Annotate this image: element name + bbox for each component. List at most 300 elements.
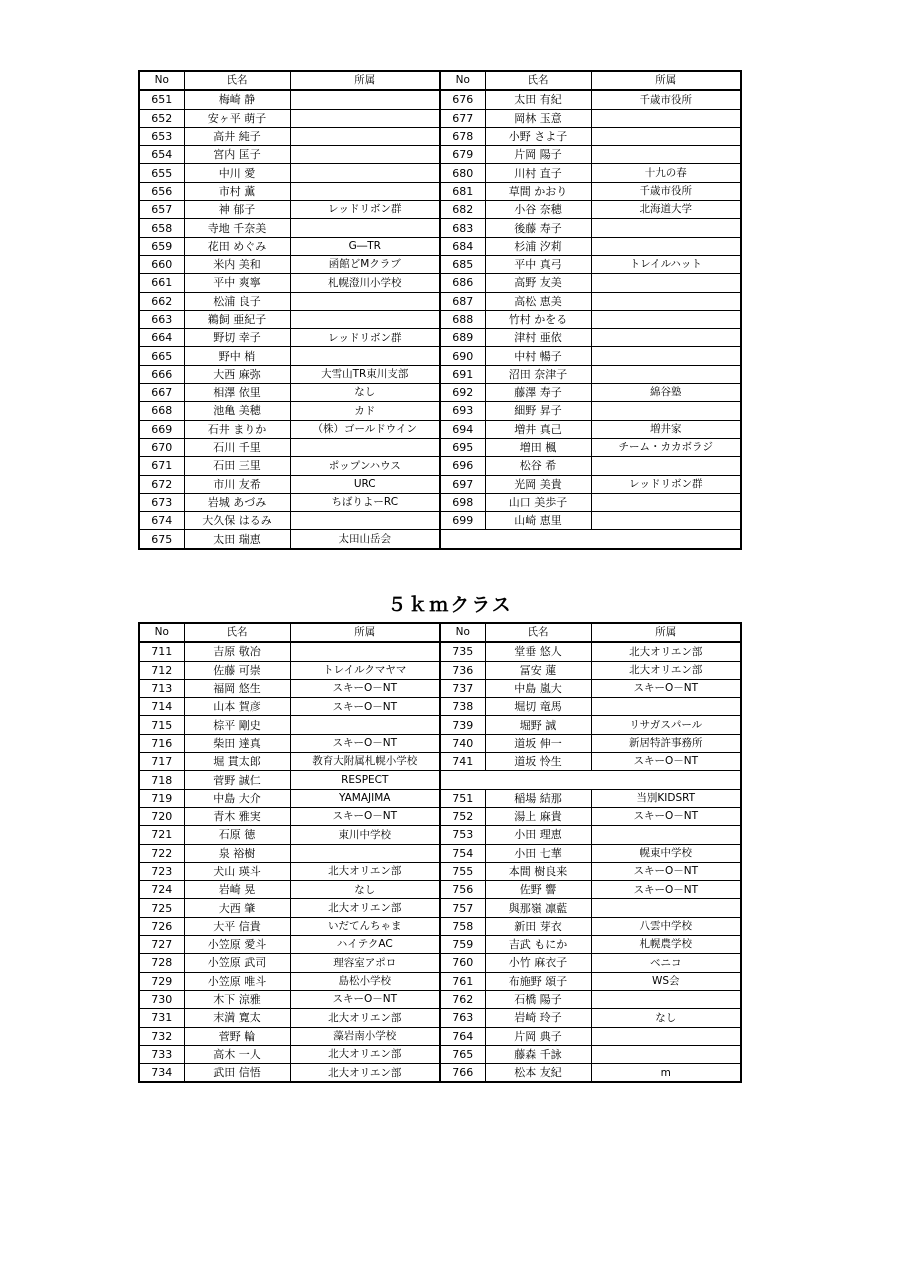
cell-no: 724 [139, 881, 184, 899]
cell-no: 717 [139, 753, 184, 771]
cell-name: 山本 賀彦 [184, 698, 290, 716]
cell-affiliation: 北大オリエン部 [290, 1009, 440, 1027]
cell-no: 733 [139, 1045, 184, 1063]
cell-name: 大西 肇 [184, 899, 290, 917]
cell-name: 太田 瑞恵 [184, 530, 290, 549]
cell-no: 741 [440, 753, 485, 771]
table-row [139, 826, 741, 844]
cell-name: 市村 薫 [184, 182, 290, 200]
cell-affiliation [591, 127, 741, 145]
cell-no: 763 [440, 1009, 485, 1027]
cell-no: 689 [440, 329, 485, 347]
cell-name: 鵜飼 亜紀子 [184, 310, 290, 328]
cell-affiliation: 函館どMクラブ [290, 255, 440, 273]
cell-name: 本間 樹良来 [485, 862, 591, 880]
cell-name: 小笠原 唯斗 [184, 972, 290, 990]
cell-name: 新田 芽衣 [485, 917, 591, 935]
table-row [139, 1045, 741, 1063]
cell-affiliation: スキーO－NT [290, 698, 440, 716]
cell-affiliation: レッドリボン群 [290, 201, 440, 219]
cell-no: 713 [139, 679, 184, 697]
table-row [139, 679, 741, 697]
cell-no: 687 [440, 292, 485, 310]
cell-affiliation: なし [591, 1009, 741, 1027]
cell-no: 735 [440, 642, 485, 661]
table-header-row [139, 623, 741, 642]
cell-affiliation: URC [290, 475, 440, 493]
cell-name: 小田 七華 [485, 844, 591, 862]
cell-affiliation: 北大オリエン部 [290, 862, 440, 880]
table-row [139, 954, 741, 972]
cell-no [440, 530, 741, 549]
cell-no: 668 [139, 402, 184, 420]
cell-no: 681 [440, 182, 485, 200]
cell-name: 高松 恵美 [485, 292, 591, 310]
cell-no: 752 [440, 807, 485, 825]
cell-no: 737 [440, 679, 485, 697]
cell-name: 松谷 希 [485, 457, 591, 475]
cell-name: 道坂 怜生 [485, 753, 591, 771]
cell-affiliation [290, 219, 440, 237]
cell-no: 719 [139, 789, 184, 807]
cell-name: 稲場 結那 [485, 789, 591, 807]
header-no: No [440, 623, 485, 642]
cell-no: 673 [139, 493, 184, 511]
cell-affiliation [290, 164, 440, 182]
cell-name: 高井 純子 [184, 127, 290, 145]
cell-name: 梅崎 静 [184, 90, 290, 109]
cell-no: 651 [139, 90, 184, 109]
cell-name: 小田 理恵 [485, 826, 591, 844]
cell-no: 670 [139, 438, 184, 456]
cell-name: 武田 信悟 [184, 1064, 290, 1083]
cell-name: 細野 昇子 [485, 402, 591, 420]
cell-no: 760 [440, 954, 485, 972]
cell-no: 751 [440, 789, 485, 807]
cell-affiliation [591, 1027, 741, 1045]
table-row [139, 972, 741, 990]
cell-affiliation: 十九の春 [591, 164, 741, 182]
cell-name: 石橋 陽子 [485, 990, 591, 1008]
cell-affiliation [290, 182, 440, 200]
cell-name: 増井 真己 [485, 420, 591, 438]
header-affiliation: 所属 [591, 623, 741, 642]
cell-affiliation [591, 347, 741, 365]
cell-affiliation [591, 826, 741, 844]
cell-no: 655 [139, 164, 184, 182]
cell-affiliation: ベニコ [591, 954, 741, 972]
cell-name: 布施野 頌子 [485, 972, 591, 990]
cell-name: 高野 友美 [485, 274, 591, 292]
table-row [139, 771, 741, 789]
results-table-2 [138, 622, 742, 1083]
cell-name: 津村 亜依 [485, 329, 591, 347]
cell-name: 池亀 美穂 [184, 402, 290, 420]
cell-name: 岩城 あづみ [184, 493, 290, 511]
cell-affiliation: 北大オリエン部 [290, 1045, 440, 1063]
table-row [139, 862, 741, 880]
cell-no: 754 [440, 844, 485, 862]
cell-affiliation: 東川中学校 [290, 826, 440, 844]
cell-name: 山口 美歩子 [485, 493, 591, 511]
cell-name: 佐野 響 [485, 881, 591, 899]
cell-affiliation: スキーO－NT [290, 807, 440, 825]
table-row [139, 347, 741, 365]
cell-name: 福岡 悠生 [184, 679, 290, 697]
cell-affiliation [290, 347, 440, 365]
table-row [139, 530, 741, 549]
cell-affiliation: レッドリボン群 [591, 475, 741, 493]
cell-affiliation: スキーO－NT [290, 990, 440, 1008]
cell-no: 730 [139, 990, 184, 1008]
cell-name: 杉浦 汐莉 [485, 237, 591, 255]
cell-affiliation [591, 274, 741, 292]
cell-no: 727 [139, 936, 184, 954]
cell-no: 755 [440, 862, 485, 880]
table-row [139, 917, 741, 935]
cell-no: 725 [139, 899, 184, 917]
cell-name: 野中 梢 [184, 347, 290, 365]
cell-affiliation: 幌東中学校 [591, 844, 741, 862]
cell-no: 669 [139, 420, 184, 438]
cell-no: 683 [440, 219, 485, 237]
cell-no: 738 [440, 698, 485, 716]
cell-name: 犬山 瑛斗 [184, 862, 290, 880]
cell-name: 中村 暢子 [485, 347, 591, 365]
header-name: 氏名 [485, 623, 591, 642]
cell-name: 中島 大介 [184, 789, 290, 807]
cell-name: 石原 徳 [184, 826, 290, 844]
cell-no: 728 [139, 954, 184, 972]
cell-name: 柴田 達真 [184, 734, 290, 752]
header-name: 氏名 [485, 71, 591, 90]
cell-no: 653 [139, 127, 184, 145]
cell-name: 道坂 伸一 [485, 734, 591, 752]
cell-no: 753 [440, 826, 485, 844]
cell-affiliation [290, 90, 440, 109]
cell-no: 762 [440, 990, 485, 1008]
cell-no: 736 [440, 661, 485, 679]
cell-affiliation [290, 292, 440, 310]
cell-no: 666 [139, 365, 184, 383]
cell-no: 759 [440, 936, 485, 954]
table-row [139, 420, 741, 438]
cell-no: 656 [139, 182, 184, 200]
table-row [139, 90, 741, 109]
table-row [139, 899, 741, 917]
cell-name: 菅野 輪 [184, 1027, 290, 1045]
table-row [139, 457, 741, 475]
cell-no: 714 [139, 698, 184, 716]
cell-affiliation: RESPECT [290, 771, 440, 789]
cell-name: 菅野 誠仁 [184, 771, 290, 789]
cell-affiliation: チーム・カカボラジ [591, 438, 741, 456]
cell-no: 677 [440, 109, 485, 127]
cell-no: 731 [139, 1009, 184, 1027]
cell-no: 652 [139, 109, 184, 127]
header-no: No [139, 71, 184, 90]
cell-name: 松浦 良子 [184, 292, 290, 310]
table-row [139, 237, 741, 255]
section-title: ５ｋｍクラス [387, 594, 513, 616]
table-row [139, 475, 741, 493]
cell-affiliation [290, 438, 440, 456]
cell-no: 722 [139, 844, 184, 862]
cell-name: 増田 楓 [485, 438, 591, 456]
table-row [139, 219, 741, 237]
cell-affiliation [591, 237, 741, 255]
cell-no: 690 [440, 347, 485, 365]
table-row [139, 384, 741, 402]
table-row [139, 255, 741, 273]
cell-name: 大西 麻弥 [184, 365, 290, 383]
cell-affiliation: 当別KIDSRT [591, 789, 741, 807]
cell-name: 棕平 剛史 [184, 716, 290, 734]
cell-affiliation [591, 402, 741, 420]
table-row [139, 936, 741, 954]
cell-affiliation: 新居特許事務所 [591, 734, 741, 752]
cell-no: 718 [139, 771, 184, 789]
cell-affiliation [591, 146, 741, 164]
cell-name: 山崎 恵里 [485, 512, 591, 530]
cell-no: 740 [440, 734, 485, 752]
cell-affiliation: トレイルクマヤマ [290, 661, 440, 679]
cell-affiliation: 藻岩南小学校 [290, 1027, 440, 1045]
cell-affiliation: スキーO－NT [591, 753, 741, 771]
cell-name: 末満 寛太 [184, 1009, 290, 1027]
table-row [139, 182, 741, 200]
cell-affiliation: スキーO－NT [591, 881, 741, 899]
cell-affiliation: 綿谷塾 [591, 384, 741, 402]
cell-affiliation: なし [290, 881, 440, 899]
cell-affiliation: 島松小学校 [290, 972, 440, 990]
table-header-row [139, 71, 741, 90]
cell-name: 石田 三里 [184, 457, 290, 475]
table-row [139, 1009, 741, 1027]
cell-affiliation [290, 716, 440, 734]
table-row [139, 127, 741, 145]
cell-no: 692 [440, 384, 485, 402]
cell-name: 平中 真弓 [485, 255, 591, 273]
cell-no: 678 [440, 127, 485, 145]
table-row [139, 438, 741, 456]
cell-affiliation: 八雲中学校 [591, 917, 741, 935]
header-name: 氏名 [184, 623, 290, 642]
cell-affiliation [290, 512, 440, 530]
cell-name: 市川 友希 [184, 475, 290, 493]
cell-no: 661 [139, 274, 184, 292]
cell-name: 中川 愛 [184, 164, 290, 182]
cell-name: 大平 信貴 [184, 917, 290, 935]
cell-no: 691 [440, 365, 485, 383]
cell-no: 734 [139, 1064, 184, 1083]
cell-no: 684 [440, 237, 485, 255]
cell-affiliation: 大雪山TR東川支部 [290, 365, 440, 383]
cell-name: 高木 一人 [184, 1045, 290, 1063]
cell-affiliation: スキーO－NT [591, 807, 741, 825]
cell-no: 720 [139, 807, 184, 825]
table-row [139, 365, 741, 383]
cell-name: 泉 裕樹 [184, 844, 290, 862]
cell-affiliation [290, 310, 440, 328]
cell-name: 堀切 竜馬 [485, 698, 591, 716]
cell-no: 716 [139, 734, 184, 752]
cell-no: 758 [440, 917, 485, 935]
table-row [139, 109, 741, 127]
cell-name: 湯上 麻貴 [485, 807, 591, 825]
cell-no: 679 [440, 146, 485, 164]
cell-no: 664 [139, 329, 184, 347]
cell-no: 764 [440, 1027, 485, 1045]
cell-no: 675 [139, 530, 184, 549]
cell-affiliation: WS会 [591, 972, 741, 990]
cell-affiliation: YAMAJIMA [290, 789, 440, 807]
cell-affiliation [591, 365, 741, 383]
cell-affiliation: カド [290, 402, 440, 420]
cell-affiliation: 千歳市役所 [591, 90, 741, 109]
header-affiliation: 所属 [290, 623, 440, 642]
cell-name: 堀野 誠 [485, 716, 591, 734]
cell-no: 712 [139, 661, 184, 679]
cell-name: 相澤 依里 [184, 384, 290, 402]
cell-affiliation: G―TR [290, 237, 440, 255]
cell-affiliation: 理容室アポロ [290, 954, 440, 972]
cell-name: 平中 爽寧 [184, 274, 290, 292]
cell-no: 695 [440, 438, 485, 456]
cell-name: 木下 涼雅 [184, 990, 290, 1008]
table-row [139, 716, 741, 734]
cell-no: 663 [139, 310, 184, 328]
cell-affiliation [591, 512, 741, 530]
cell-affiliation: 千歳市役所 [591, 182, 741, 200]
table-row [139, 990, 741, 1008]
cell-affiliation: スキーO－NT [290, 679, 440, 697]
cell-affiliation: ポップンハウス [290, 457, 440, 475]
cell-no: 761 [440, 972, 485, 990]
table-row [139, 642, 741, 661]
cell-name: 神 郁子 [184, 201, 290, 219]
cell-name: 岩崎 晃 [184, 881, 290, 899]
cell-affiliation [290, 109, 440, 127]
cell-no: 654 [139, 146, 184, 164]
cell-affiliation: 北海道大学 [591, 201, 741, 219]
cell-affiliation [290, 127, 440, 145]
header-affiliation: 所属 [290, 71, 440, 90]
table-row [139, 402, 741, 420]
cell-affiliation: トレイルハット [591, 255, 741, 273]
cell-no: 756 [440, 881, 485, 899]
cell-no: 680 [440, 164, 485, 182]
cell-name: 冨安 蓮 [485, 661, 591, 679]
cell-name: 吉武 もにか [485, 936, 591, 954]
cell-name: 松本 友紀 [485, 1064, 591, 1083]
cell-name: 小野 さよ子 [485, 127, 591, 145]
cell-name: 安ヶ平 萌子 [184, 109, 290, 127]
table-row [139, 274, 741, 292]
cell-no: 672 [139, 475, 184, 493]
cell-affiliation: m [591, 1064, 741, 1083]
cell-name: 小笠原 武司 [184, 954, 290, 972]
cell-no: 685 [440, 255, 485, 273]
cell-name: 太田 有紀 [485, 90, 591, 109]
cell-name: 後藤 寿子 [485, 219, 591, 237]
table-row [139, 493, 741, 511]
cell-name: 花田 めぐみ [184, 237, 290, 255]
cell-no: 766 [440, 1064, 485, 1083]
cell-affiliation [591, 698, 741, 716]
cell-name: 石川 千里 [184, 438, 290, 456]
cell-no: 698 [440, 493, 485, 511]
cell-affiliation: 北大オリエン部 [290, 1064, 440, 1083]
cell-no [440, 771, 741, 789]
cell-affiliation: リサガスパール [591, 716, 741, 734]
header-name: 氏名 [184, 71, 290, 90]
cell-no: 676 [440, 90, 485, 109]
cell-name: 石井 まりか [184, 420, 290, 438]
cell-no: 711 [139, 642, 184, 661]
table-row [139, 661, 741, 679]
table-row [139, 146, 741, 164]
cell-name: 米内 美和 [184, 255, 290, 273]
cell-name: 沼田 奈津子 [485, 365, 591, 383]
cell-name: 大久保 はるみ [184, 512, 290, 530]
cell-name: 寺地 千奈美 [184, 219, 290, 237]
cell-name: 藤澤 寿子 [485, 384, 591, 402]
table-row [139, 1064, 741, 1083]
cell-no: 686 [440, 274, 485, 292]
cell-name: 藤森 千詠 [485, 1045, 591, 1063]
cell-no: 693 [440, 402, 485, 420]
cell-name: 片岡 陽子 [485, 146, 591, 164]
cell-name: 小笠原 愛斗 [184, 936, 290, 954]
cell-no: 665 [139, 347, 184, 365]
cell-no: 660 [139, 255, 184, 273]
cell-name: 中島 嵐大 [485, 679, 591, 697]
cell-name: 光岡 美貴 [485, 475, 591, 493]
cell-affiliation [290, 844, 440, 862]
table-row [139, 881, 741, 899]
cell-no: 765 [440, 1045, 485, 1063]
cell-affiliation [591, 493, 741, 511]
cell-name: 宮内 匡子 [184, 146, 290, 164]
cell-affiliation: 札幌澄川小学校 [290, 274, 440, 292]
cell-name: 堂垂 悠人 [485, 642, 591, 661]
cell-affiliation [591, 329, 741, 347]
cell-no: 696 [440, 457, 485, 475]
cell-no: 667 [139, 384, 184, 402]
cell-name: 片岡 典子 [485, 1027, 591, 1045]
table-row [139, 807, 741, 825]
cell-affiliation: 札幌農学校 [591, 936, 741, 954]
table-row [139, 698, 741, 716]
cell-name: 岩崎 玲子 [485, 1009, 591, 1027]
table-row [139, 201, 741, 219]
header-no: No [440, 71, 485, 90]
cell-name: 竹村 かをる [485, 310, 591, 328]
table-row [139, 292, 741, 310]
table-row [139, 734, 741, 752]
cell-affiliation [591, 899, 741, 917]
cell-no: 729 [139, 972, 184, 990]
cell-name: 川村 直子 [485, 164, 591, 182]
cell-name: 小谷 奈穂 [485, 201, 591, 219]
cell-affiliation: 教育大附属札幌小学校 [290, 753, 440, 771]
cell-affiliation: レッドリボン群 [290, 329, 440, 347]
cell-affiliation [290, 146, 440, 164]
cell-name: 青木 雅実 [184, 807, 290, 825]
cell-affiliation: 北大オリエン部 [290, 899, 440, 917]
cell-no: 657 [139, 201, 184, 219]
